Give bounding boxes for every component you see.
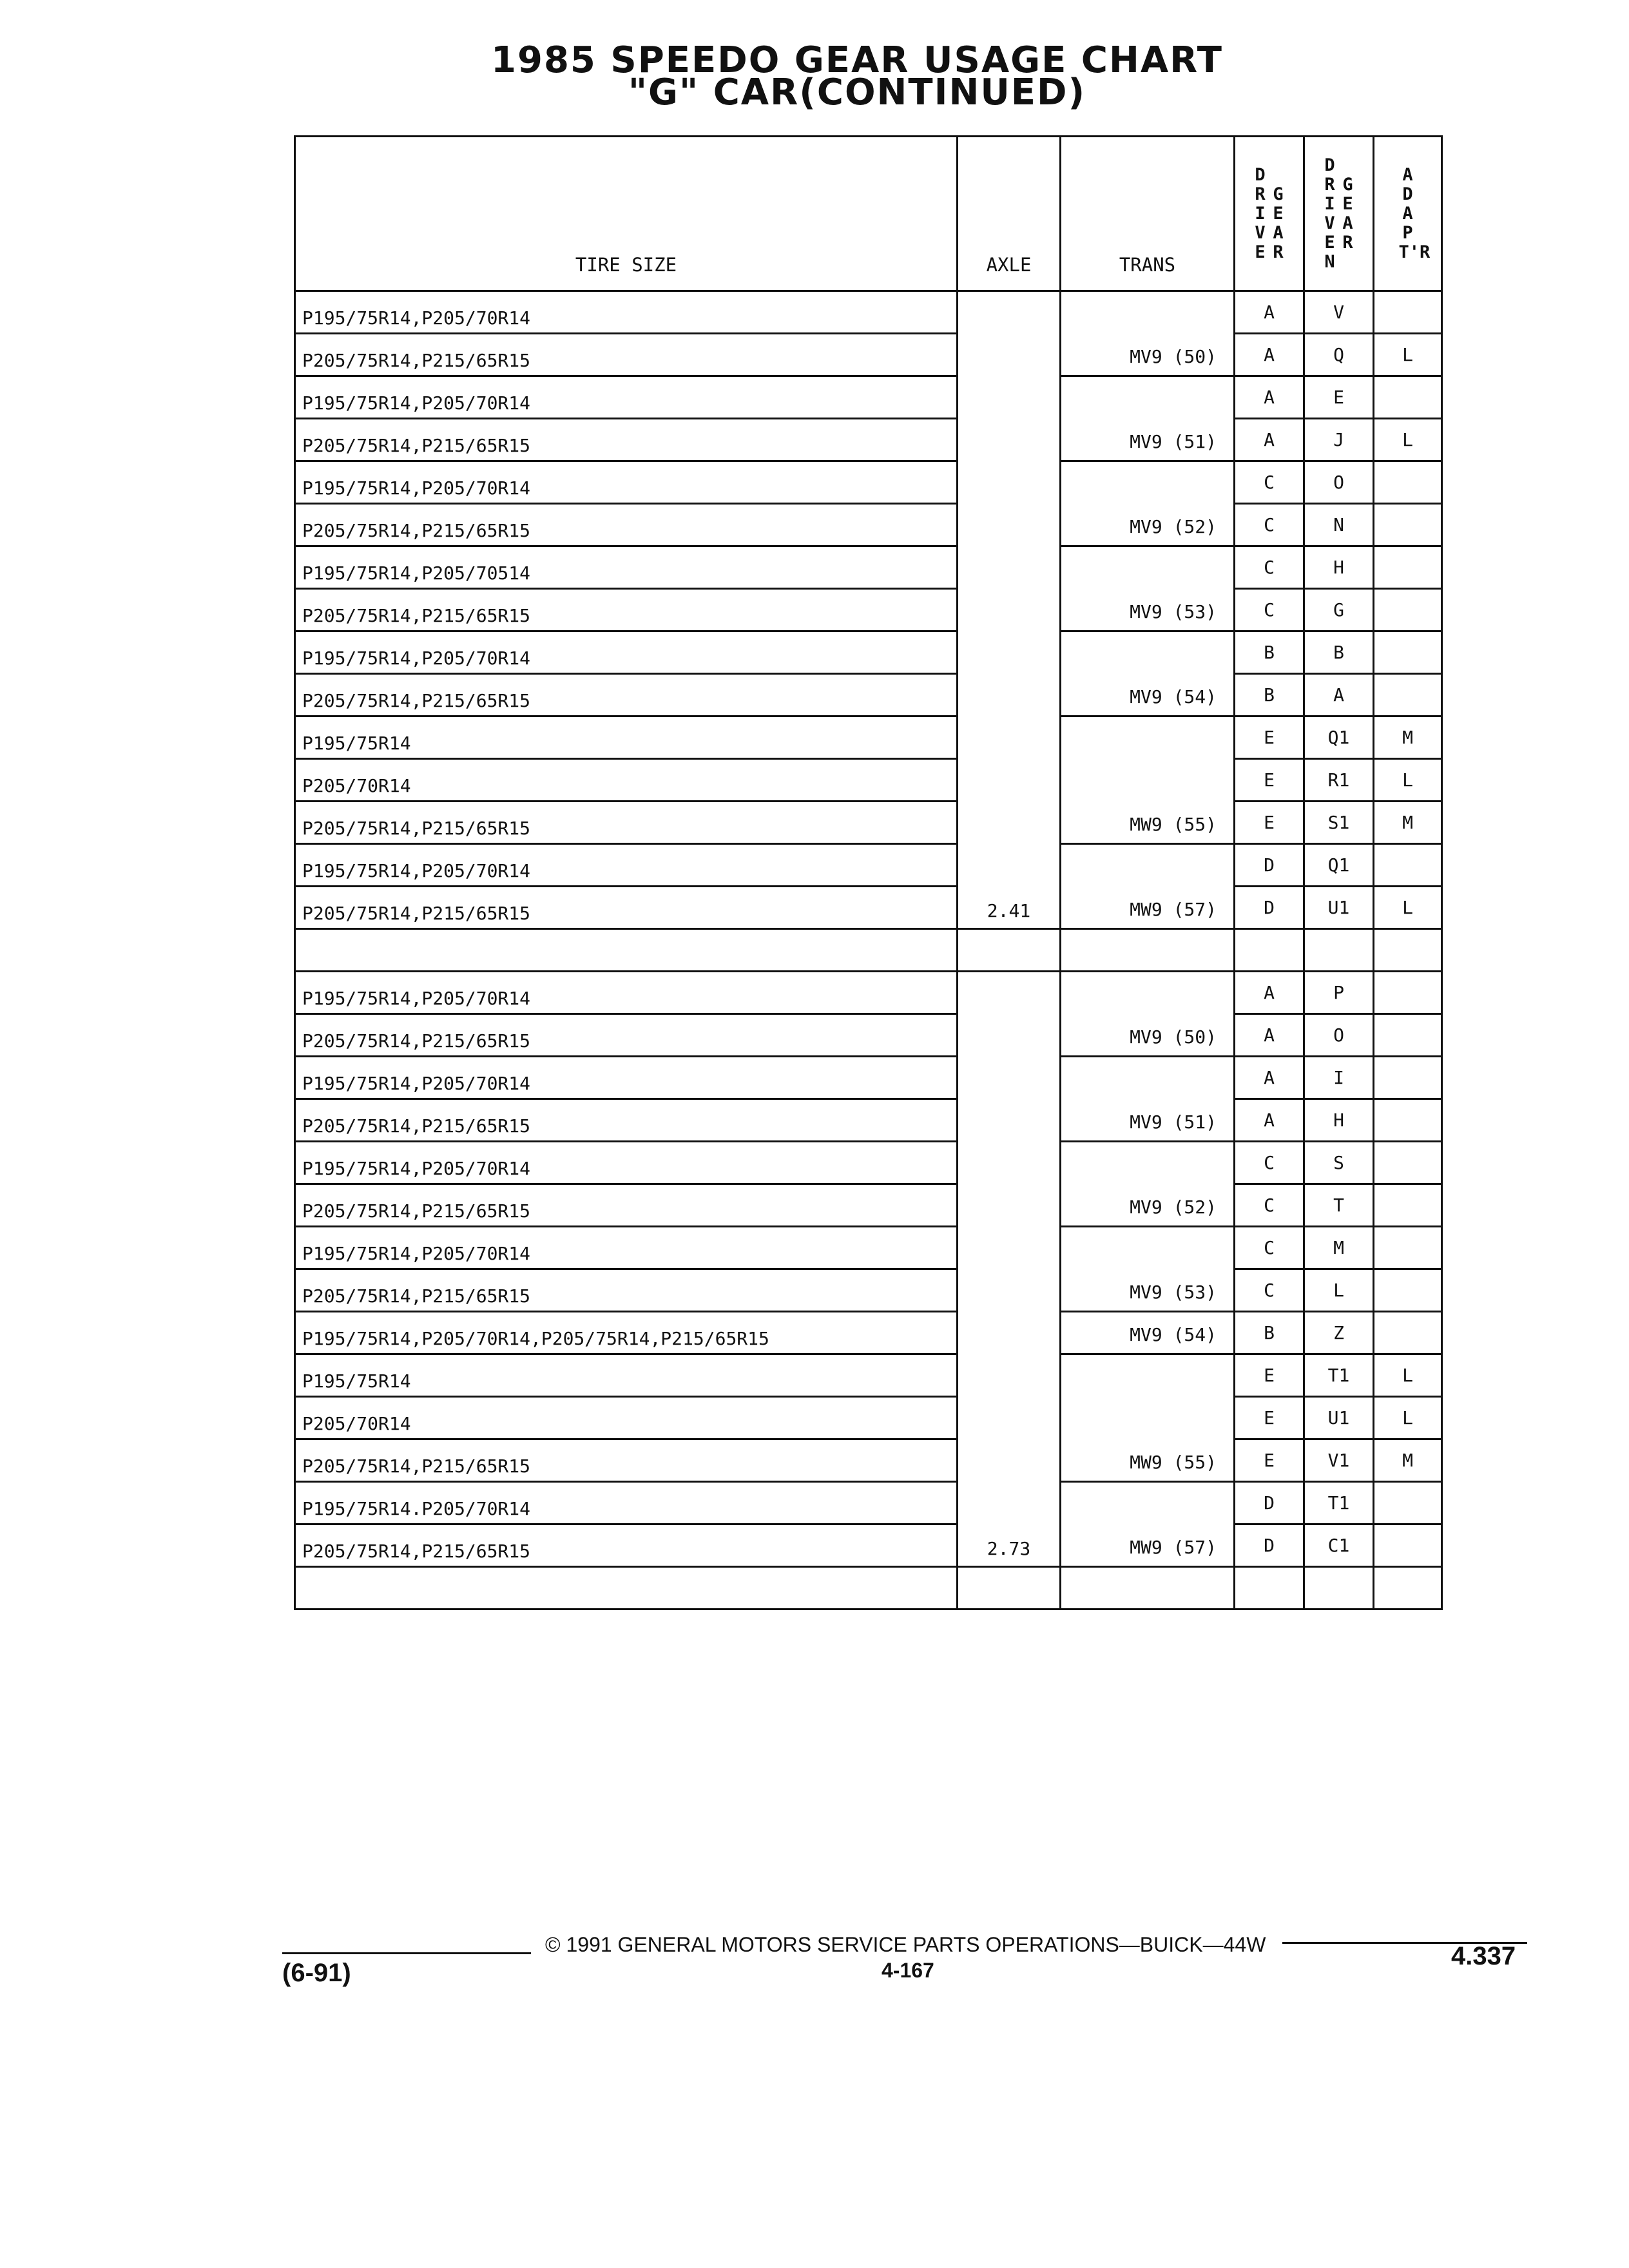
trans-cell: MV9 (50) xyxy=(1061,291,1235,376)
tire-size-cell: P195/75R14 xyxy=(295,716,958,759)
footer-rule-left xyxy=(282,1952,531,1954)
adapter-cell xyxy=(1374,291,1442,334)
drive-gear-cell: C xyxy=(1235,589,1304,631)
tire-size-cell: P195/75R14,P205/70R14 xyxy=(295,1142,958,1184)
separator-cell xyxy=(1061,1567,1235,1610)
table-row xyxy=(295,1482,1442,1524)
driven-gear-cell: B xyxy=(1304,631,1374,674)
tire-size-cell: P205/75R14,P215/65R15 xyxy=(295,419,958,461)
drive-gear-cell: E xyxy=(1235,802,1304,844)
table-row xyxy=(295,972,1442,1014)
separator-cell xyxy=(1235,1567,1304,1610)
table-row xyxy=(295,674,1442,716)
table-row xyxy=(295,419,1442,461)
header-driven-gear-word: GEAR xyxy=(1342,174,1353,253)
trans-cell: MW9 (57) xyxy=(1061,1482,1235,1567)
header-driven-gear xyxy=(1304,137,1374,291)
driven-gear-cell: U1 xyxy=(1304,1397,1374,1439)
driven-gear-cell: S1 xyxy=(1304,802,1374,844)
drive-gear-cell: A xyxy=(1235,1099,1304,1142)
tire-size-cell: P205/70R14 xyxy=(295,759,958,802)
driven-gear-cell: O xyxy=(1304,1014,1374,1057)
drive-gear-cell: D xyxy=(1235,844,1304,887)
separator-cell xyxy=(1374,929,1442,972)
driven-gear-cell: V xyxy=(1304,291,1374,334)
adapter-cell xyxy=(1374,1014,1442,1057)
drive-gear-cell: A xyxy=(1235,972,1304,1014)
table-row xyxy=(295,631,1442,674)
driven-gear-cell: E xyxy=(1304,376,1374,419)
drive-gear-cell: E xyxy=(1235,1354,1304,1397)
driven-gear-cell: Q1 xyxy=(1304,844,1374,887)
adapter-cell: L xyxy=(1374,887,1442,929)
footer-copyright: © 1991 GENERAL MOTORS SERVICE PARTS OPERATIONS—BUICK—44W xyxy=(545,1933,1266,1956)
adapter-cell xyxy=(1374,376,1442,419)
separator-cell xyxy=(1304,929,1374,972)
drive-gear-cell: A xyxy=(1235,1057,1304,1099)
separator-cell xyxy=(1374,1567,1442,1610)
tire-size-cell: P195/75R14 xyxy=(295,1354,958,1397)
adapter-cell xyxy=(1374,1057,1442,1099)
separator-cell xyxy=(1304,1567,1374,1610)
adapter-cell: M xyxy=(1374,716,1442,759)
adapter-cell xyxy=(1374,1099,1442,1142)
table-row xyxy=(295,844,1442,887)
tire-size-cell: P205/75R14,P215/65R15 xyxy=(295,674,958,716)
drive-gear-cell: E xyxy=(1235,1397,1304,1439)
tire-size-cell: P195/75R14,P205/70R14 xyxy=(295,631,958,674)
driven-gear-cell: Z xyxy=(1304,1312,1374,1354)
trans-cell: MV9 (50) xyxy=(1061,972,1235,1057)
tire-size-cell: P195/75R14,P205/70R14 xyxy=(295,972,958,1014)
adapter-cell xyxy=(1374,1227,1442,1269)
adapter-cell xyxy=(1374,1524,1442,1567)
adapter-cell xyxy=(1374,674,1442,716)
drive-gear-cell: C xyxy=(1235,1269,1304,1312)
adapter-cell: M xyxy=(1374,802,1442,844)
driven-gear-cell: S xyxy=(1304,1142,1374,1184)
separator-cell xyxy=(958,1567,1061,1610)
driven-gear-cell: T1 xyxy=(1304,1354,1374,1397)
tire-size-cell: P195/75R14,P205/70514 xyxy=(295,546,958,589)
driven-gear-cell: T xyxy=(1304,1184,1374,1227)
tire-size-cell: P205/75R14,P215/65R15 xyxy=(295,1439,958,1482)
separator-cell xyxy=(295,1567,958,1610)
adapter-cell xyxy=(1374,844,1442,887)
tire-size-cell: P205/75R14,P215/65R15 xyxy=(295,802,958,844)
drive-gear-cell: C xyxy=(1235,504,1304,546)
driven-gear-cell: Q xyxy=(1304,334,1374,376)
driven-gear-cell: A xyxy=(1304,674,1374,716)
adapter-cell xyxy=(1374,1312,1442,1354)
footer-date-code: (6-91) xyxy=(282,1959,351,1987)
trans-cell: MW9 (55) xyxy=(1061,716,1235,844)
tire-size-cell: P205/75R14,P215/65R15 xyxy=(295,1014,958,1057)
tire-size-cell: P205/75R14,P215/65R15 xyxy=(295,1269,958,1312)
adapter-cell xyxy=(1374,461,1442,504)
trans-cell: MV9 (53) xyxy=(1061,546,1235,631)
drive-gear-cell: C xyxy=(1235,461,1304,504)
table-row xyxy=(295,1014,1442,1057)
drive-gear-cell: C xyxy=(1235,1142,1304,1184)
separator-cell xyxy=(1235,929,1304,972)
header-tire-size: TIRE SIZE xyxy=(295,137,958,291)
drive-gear-cell: E xyxy=(1235,1439,1304,1482)
header-drive-gear xyxy=(1235,137,1304,291)
table-row xyxy=(295,887,1442,929)
header-drive-gear-word: GEAR xyxy=(1273,184,1284,262)
axle-cell: 2.41 xyxy=(958,291,1061,929)
adapter-cell xyxy=(1374,1482,1442,1524)
table-row xyxy=(295,546,1442,589)
adapter-cell xyxy=(1374,546,1442,589)
driven-gear-cell: T1 xyxy=(1304,1482,1374,1524)
adapter-cell xyxy=(1374,631,1442,674)
driven-gear-cell: H xyxy=(1304,546,1374,589)
drive-gear-cell: C xyxy=(1235,546,1304,589)
driven-gear-cell: U1 xyxy=(1304,887,1374,929)
driven-gear-cell: V1 xyxy=(1304,1439,1374,1482)
header-axle: AXLE xyxy=(958,137,1061,291)
adapter-cell xyxy=(1374,589,1442,631)
tire-size-cell: P205/75R14,P215/65R15 xyxy=(295,887,958,929)
header-trans: TRANS xyxy=(1061,137,1235,291)
tire-size-cell: P195/75R14,P205/70R14 xyxy=(295,291,958,334)
drive-gear-cell: A xyxy=(1235,334,1304,376)
drive-gear-cell: B xyxy=(1235,674,1304,716)
table-row xyxy=(295,1057,1442,1099)
table-row xyxy=(295,1269,1442,1312)
adapter-cell: L xyxy=(1374,419,1442,461)
tire-size-cell: P205/75R14,P215/65R15 xyxy=(295,1184,958,1227)
separator-cell xyxy=(958,929,1061,972)
trans-cell: MV9 (52) xyxy=(1061,1142,1235,1227)
tire-size-cell: P205/75R14,P215/65R15 xyxy=(295,334,958,376)
table-row xyxy=(295,1227,1442,1269)
drive-gear-cell: D xyxy=(1235,1524,1304,1567)
header-driven-word: DRIVEN xyxy=(1324,155,1335,272)
header-drive-word: DRIVE xyxy=(1255,164,1266,262)
axle-cell: 2.73 xyxy=(958,972,1061,1567)
driven-gear-cell: C1 xyxy=(1304,1524,1374,1567)
driven-gear-cell: N xyxy=(1304,504,1374,546)
adapter-cell: L xyxy=(1374,759,1442,802)
trans-cell: MV9 (51) xyxy=(1061,1057,1235,1142)
driven-gear-cell: G xyxy=(1304,589,1374,631)
drive-gear-cell: C xyxy=(1235,1227,1304,1269)
table-body xyxy=(295,291,1442,1610)
drive-gear-cell: B xyxy=(1235,631,1304,674)
driven-gear-cell: R1 xyxy=(1304,759,1374,802)
adapter-cell: L xyxy=(1374,1354,1442,1397)
table-row xyxy=(295,1099,1442,1142)
tire-size-cell: P195/75R14,P205/70R14 xyxy=(295,1227,958,1269)
tire-size-cell: P205/75R14,P215/65R15 xyxy=(295,1524,958,1567)
table-row xyxy=(295,1184,1442,1227)
tire-size-cell: P195/75R14,P205/70R14 xyxy=(295,1057,958,1099)
adapter-cell xyxy=(1374,972,1442,1014)
separator-cell xyxy=(1061,929,1235,972)
adapter-cell xyxy=(1374,1184,1442,1227)
table-row xyxy=(295,376,1442,419)
trans-cell: MV9 (53) xyxy=(1061,1227,1235,1312)
drive-gear-cell: A xyxy=(1235,376,1304,419)
driven-gear-cell: J xyxy=(1304,419,1374,461)
page-title: 1985 SPEEDO GEAR USAGE CHART xyxy=(491,39,1223,81)
table-row xyxy=(295,1142,1442,1184)
table-row xyxy=(295,334,1442,376)
section-separator-row xyxy=(295,929,1442,972)
driven-gear-cell: H xyxy=(1304,1099,1374,1142)
tire-size-cell: P195/75R14,P205/70R14 xyxy=(295,376,958,419)
table-row xyxy=(295,461,1442,504)
drive-gear-cell: B xyxy=(1235,1312,1304,1354)
table-row xyxy=(295,802,1442,844)
adapter-cell: M xyxy=(1374,1439,1442,1482)
trans-cell: MW9 (55) xyxy=(1061,1354,1235,1482)
trans-cell: MV9 (54) xyxy=(1061,1312,1235,1354)
header-adapter xyxy=(1374,137,1442,291)
trans-cell: MV9 (51) xyxy=(1061,376,1235,461)
header-adapter-word: ADAPT'R xyxy=(1398,164,1431,262)
driven-gear-cell: P xyxy=(1304,972,1374,1014)
adapter-cell xyxy=(1374,1142,1442,1184)
table-row xyxy=(295,589,1442,631)
adapter-cell xyxy=(1374,504,1442,546)
section-separator-row xyxy=(295,1567,1442,1610)
table-row xyxy=(295,291,1442,334)
separator-cell xyxy=(295,929,958,972)
tire-size-cell: P195/75R14.P205/70R14 xyxy=(295,1482,958,1524)
tire-size-cell: P205/70R14 xyxy=(295,1397,958,1439)
table-row xyxy=(295,504,1442,546)
adapter-cell: L xyxy=(1374,1397,1442,1439)
trans-cell: MW9 (57) xyxy=(1061,844,1235,929)
table-row xyxy=(295,1439,1442,1482)
table-row xyxy=(295,759,1442,802)
driven-gear-cell: L xyxy=(1304,1269,1374,1312)
tire-size-cell: P195/75R14,P205/70R14 xyxy=(295,461,958,504)
drive-gear-cell: E xyxy=(1235,716,1304,759)
table-row xyxy=(295,1397,1442,1439)
table-row xyxy=(295,716,1442,759)
drive-gear-cell: E xyxy=(1235,759,1304,802)
drive-gear-cell: A xyxy=(1235,1014,1304,1057)
adapter-cell: L xyxy=(1374,334,1442,376)
driven-gear-cell: Q1 xyxy=(1304,716,1374,759)
trans-cell: MV9 (52) xyxy=(1061,461,1235,546)
tire-size-cell: P195/75R14,P205/70R14,P205/75R14,P215/65R15 xyxy=(295,1312,958,1354)
drive-gear-cell: C xyxy=(1235,1184,1304,1227)
drive-gear-cell: D xyxy=(1235,1482,1304,1524)
footer-page-center: 4-167 xyxy=(882,1959,934,1982)
page-subtitle: "G" CAR(CONTINUED) xyxy=(628,72,1086,113)
adapter-cell xyxy=(1374,1269,1442,1312)
trans-cell: MV9 (54) xyxy=(1061,631,1235,716)
tire-size-cell: P205/75R14,P215/65R15 xyxy=(295,1099,958,1142)
table-row xyxy=(295,1312,1442,1354)
tire-size-cell: P205/75R14,P215/65R15 xyxy=(295,504,958,546)
drive-gear-cell: A xyxy=(1235,419,1304,461)
driven-gear-cell: I xyxy=(1304,1057,1374,1099)
drive-gear-cell: D xyxy=(1235,887,1304,929)
gear-usage-table xyxy=(294,135,1443,1610)
drive-gear-cell: A xyxy=(1235,291,1304,334)
tire-size-cell: P195/75R14,P205/70R14 xyxy=(295,844,958,887)
driven-gear-cell: O xyxy=(1304,461,1374,504)
tire-size-cell: P205/75R14,P215/65R15 xyxy=(295,589,958,631)
table-row xyxy=(295,1354,1442,1397)
driven-gear-cell: M xyxy=(1304,1227,1374,1269)
footer-page-number: 4.337 xyxy=(1451,1942,1516,1970)
gear-usage-table-container xyxy=(294,135,1441,1610)
table-row xyxy=(295,1524,1442,1567)
